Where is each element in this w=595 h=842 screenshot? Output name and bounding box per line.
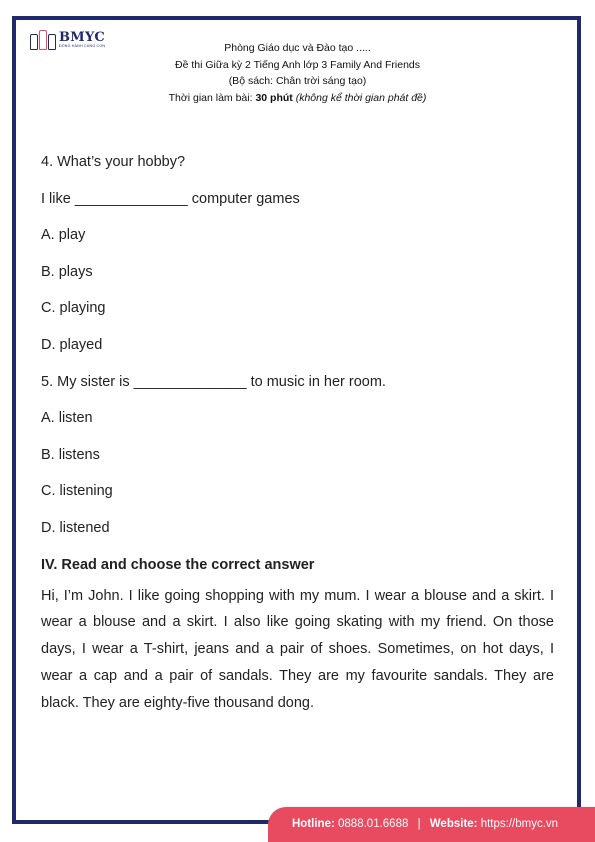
question-4-option-b: B. plays — [41, 263, 93, 280]
logo-icon — [30, 30, 56, 50]
time-value: 30 phút — [255, 91, 293, 104]
question-5-option-c: C. listening — [41, 483, 113, 500]
reading-passage: Hi, I’m John. I like going shopping with my mum. I wear a blouse and a skirt. I wear a blouse and a skirt. I also like going skating with my friend. On those days, I wear a T-shirt, jeans and a pair of shoes. Sometimes, on hot days, I wear a cap and a pair of sandals. They are my favourite sandals. They are black. They are eighty-five thousand dong. — [41, 587, 554, 711]
header-book: (Bộ sách: Chân trời sáng tạo) — [228, 75, 367, 87]
hotline-value[interactable]: 0888.01.6688 — [338, 818, 409, 830]
question-4-option-a: A. play — [41, 227, 86, 244]
question-4-option-c: C. playing — [41, 300, 106, 317]
hotline-label: Hotline: — [292, 818, 335, 830]
time-note: (không kể thời gian phát đề) — [295, 91, 427, 104]
question-5-option-d: D. listened — [41, 519, 110, 536]
question-5-prompt: 5. My sister is ______________ to music in her room. — [41, 373, 386, 390]
question-4-prompt: 4. What’s your hobby? — [41, 154, 186, 170]
question-4-option-d: D. played — [41, 336, 103, 353]
footer-separator: | — [417, 818, 421, 830]
logo — [30, 30, 105, 50]
question-4-sentence: I like ______________ computer games — [41, 190, 300, 207]
logo-tagline: ĐỒNG HÀNH CÙNG CON — [59, 44, 106, 48]
exam-content — [41, 152, 554, 717]
section-heading: IV. Read and choose the correct answer — [41, 556, 315, 573]
footer-bar — [268, 807, 595, 842]
question-5-option-b: B. listens — [41, 446, 100, 463]
time-prefix: Thời gian làm bài: — [168, 91, 256, 104]
page-header — [100, 40, 495, 106]
header-department: Phòng Giáo dục và Đào tạo ..... — [224, 42, 371, 54]
header-time — [100, 90, 495, 107]
website-label: Website: — [429, 818, 478, 830]
question-5-option-a: A. listen — [41, 410, 93, 427]
website-link[interactable]: https://bmyc.vn — [480, 818, 559, 830]
logo-name: BMYC — [59, 30, 105, 45]
header-exam-title: Đề thi Giữa kỳ 2 Tiếng Anh lớp 3 Family And Friends — [174, 58, 421, 71]
